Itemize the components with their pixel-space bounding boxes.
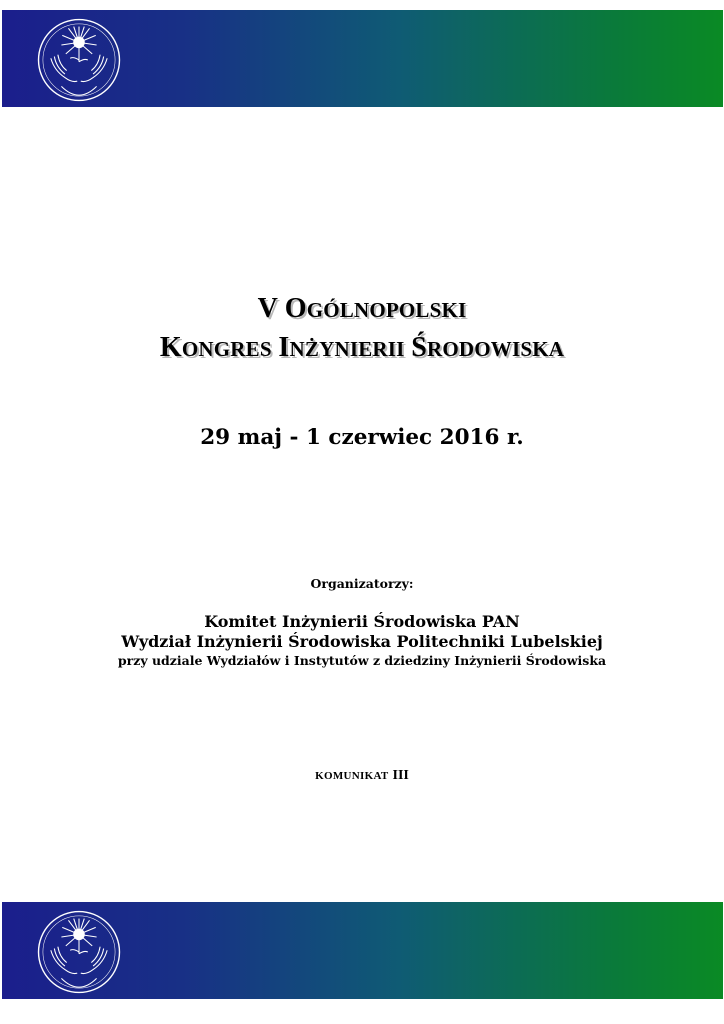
- komunikat-label: [0, 766, 724, 784]
- organizers-label: Organizatorzy:: [310, 576, 414, 591]
- congress-title: [0, 290, 724, 368]
- organizer-item: przy udziale Wydziałów i Instytutów z dziedziny Inżynierii Środowiska: [117, 653, 607, 668]
- title-inzynierii-initial: I: [278, 332, 290, 363]
- footer-banner: [2, 902, 723, 999]
- komunikat-word: KOMUNIKAT: [315, 770, 389, 782]
- title-srodowiska-rest: RODOWISKA: [427, 337, 565, 361]
- title-srodowiska-initial: Ś: [411, 332, 427, 363]
- organizer-item: Wydział Inżynierii Środowiska Politechniki Lubelskiej: [121, 632, 603, 651]
- organizer-item: Komitet Inżynierii Środowiska PAN: [204, 612, 520, 631]
- title-line-1-initial: V O: [257, 293, 307, 324]
- title-line-2: [0, 329, 724, 368]
- congress-logo-icon: [35, 16, 123, 104]
- congress-logo-icon: [35, 908, 123, 996]
- title-line-1: [0, 290, 724, 329]
- title-kongres-initial: K: [159, 332, 182, 363]
- title-kongres-rest: ONGRES: [181, 337, 272, 361]
- congress-date: 29 maj - 1 czerwiec 2016 r.: [200, 425, 524, 450]
- organizers-list: [0, 612, 724, 670]
- header-banner: [2, 10, 723, 107]
- komunikat-number: III: [392, 768, 409, 783]
- title-inzynierii-rest: NŻYNIERII: [289, 337, 405, 361]
- title-line-1-rest: GÓLNOPOLSKI: [306, 298, 467, 322]
